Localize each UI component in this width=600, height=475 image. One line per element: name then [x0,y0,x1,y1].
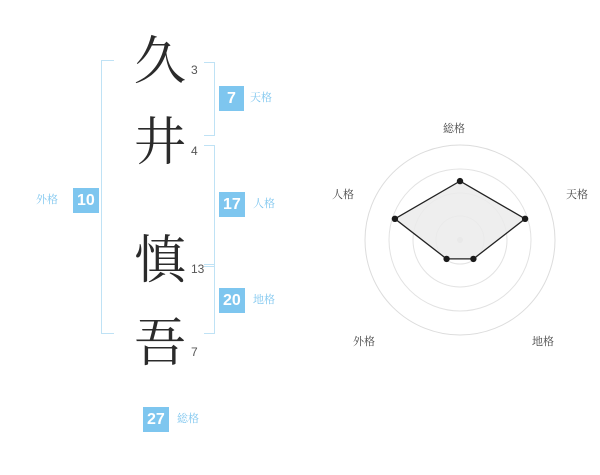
outer-score-badge: 10 [73,188,99,213]
radar-axis-label-soukaku: 総格 [443,122,465,135]
radar-chart-svg [310,0,600,470]
kanji-char-4: 吾 [133,314,186,374]
jinkaku-score-badge: 17 [219,192,245,217]
kanji-strokes-1: 3 [191,63,198,77]
kanji-char-1: 久 [133,32,186,92]
tenkaku-score-badge: 7 [219,86,244,111]
kanji-strokes-4: 7 [191,345,198,359]
radar-axis-label-jinkaku: 人格 [332,188,354,201]
outer-bracket [101,60,114,334]
chikaku-score-badge: 20 [219,288,245,313]
radar-axis-label-tenkaku: 天格 [566,188,588,201]
jinkaku-score-label: 人格 [253,198,275,210]
kanji-strokes-2: 4 [191,144,198,158]
tenkaku-score-label: 天格 [250,92,272,104]
radar-axis-label-chikaku: 地格 [532,335,554,348]
outer-score-label: 外格 [36,194,58,206]
kanji-strokes-3: 13 [191,262,205,276]
chikaku-score-label: 地格 [253,294,275,306]
radar-data-polygon [395,181,525,259]
soukaku-score-label: 総格 [177,413,199,425]
tenkaku-bracket [204,62,215,136]
soukaku-score-badge: 27 [143,407,169,432]
radar-axis-label-gaikaku: 外格 [353,335,375,348]
kanji-char-3: 慎 [133,231,186,291]
jinkaku-bracket [204,145,215,267]
kanji-char-2: 井 [133,113,186,173]
chikaku-bracket [204,264,215,334]
radar-chart [310,0,600,470]
